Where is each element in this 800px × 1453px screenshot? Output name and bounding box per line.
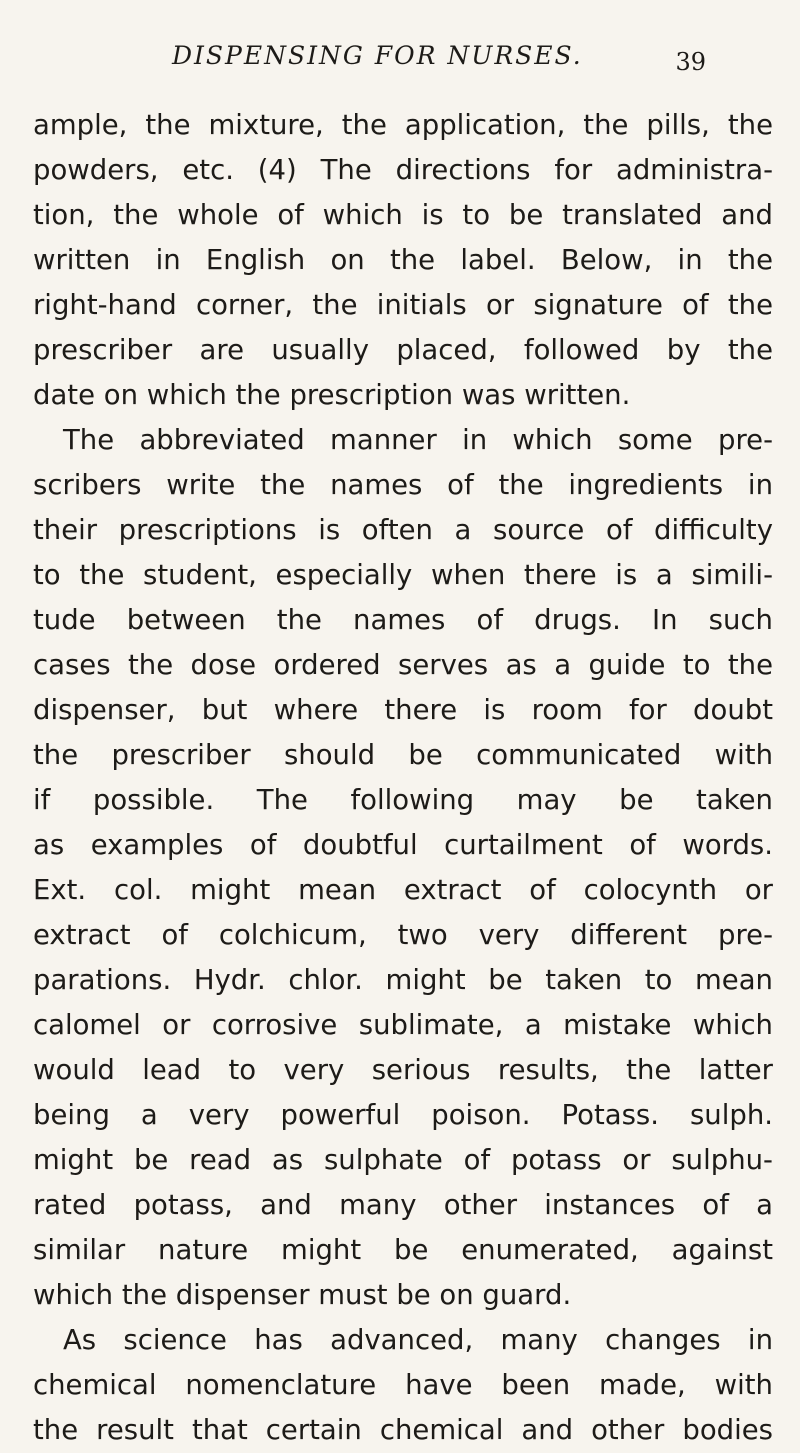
- text-line: to the student, especially when there is a simili-: [33, 559, 773, 591]
- text-line: cases the dose ordered serves as a guide to the: [33, 649, 773, 681]
- text-line: extract of colchicum, two very different pre-: [33, 919, 773, 951]
- text-line: powders, etc. (4) The directions for administra-: [33, 154, 773, 186]
- paragraph-start-line: The abbreviated manner in which some pre-: [63, 424, 773, 456]
- text-line: their prescriptions is often a source of difficulty: [33, 514, 773, 546]
- text-line: if possible. The following may be taken: [33, 784, 773, 816]
- text-line: as examples of doubtful curtailment of words.: [33, 829, 773, 861]
- text-line: ample, the mixture, the application, the pills, the: [33, 109, 773, 141]
- paragraph-end-line: which the dispenser must be on guard.: [33, 1279, 572, 1311]
- text-line: chemical nomenclature have been made, with: [33, 1369, 773, 1401]
- text-line: dispenser, but where there is room for doubt: [33, 694, 773, 726]
- text-line: right-hand corner, the initials or signature of the: [33, 289, 773, 321]
- text-line: tion, the whole of which is to be translated and: [33, 199, 773, 231]
- text-line: parations. Hydr. chlor. might be taken to mean: [33, 964, 773, 996]
- text-line: tude between the names of drugs. In such: [33, 604, 773, 636]
- page-number: 39: [675, 48, 706, 76]
- text-line: rated potass, and many other instances of a: [33, 1189, 773, 1221]
- text-line: scribers write the names of the ingredients in: [33, 469, 773, 501]
- paragraph-end-line: date on which the prescription was written.: [33, 379, 631, 411]
- running-head: DISPENSING FOR NURSES.: [172, 41, 583, 70]
- body-text: [33, 103, 773, 1453]
- text-line: prescriber are usually placed, followed by the: [33, 334, 773, 366]
- text-line: would lead to very serious results, the latter: [33, 1054, 773, 1086]
- text-line: the result that certain chemical and other bodies: [33, 1414, 773, 1446]
- text-line: being a very powerful poison. Potass. sulph.: [33, 1099, 773, 1131]
- paragraph-start-line: As science has advanced, many changes in: [63, 1324, 773, 1356]
- text-line: written in English on the label. Below, in the: [33, 244, 773, 276]
- text-line: Ext. col. might mean extract of colocynth or: [33, 874, 773, 906]
- text-line: the prescriber should be communicated with: [33, 739, 773, 771]
- text-line: might be read as sulphate of potass or sulphu-: [33, 1144, 773, 1176]
- text-line: calomel or corrosive sublimate, a mistake which: [33, 1009, 773, 1041]
- text-line: similar nature might be enumerated, against: [33, 1234, 773, 1266]
